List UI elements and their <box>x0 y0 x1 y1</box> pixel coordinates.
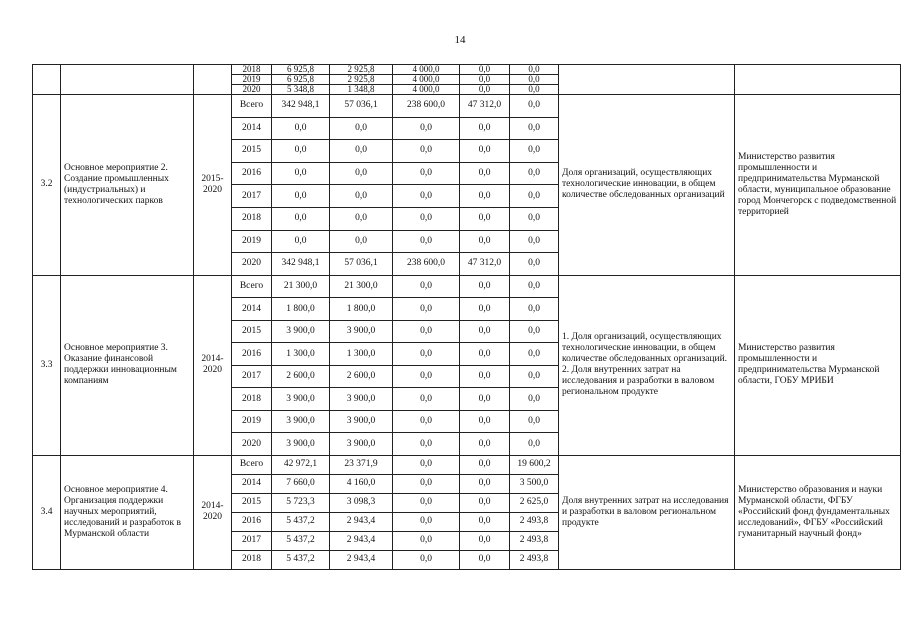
value-cell: 5 723,3 <box>272 493 330 512</box>
value-cell: 0,0 <box>272 230 330 253</box>
value-cell: 7 660,0 <box>272 474 330 493</box>
value-cell: 0,0 <box>460 230 510 253</box>
table-row <box>33 95 901 118</box>
year-cell: 2020 <box>232 253 272 276</box>
year-cell: 2016 <box>232 512 272 531</box>
value-cell: 2 600,0 <box>272 365 330 388</box>
value-cell: 0,0 <box>510 410 559 433</box>
value-cell: 0,0 <box>393 512 460 531</box>
indicator-cell: 1. Доля организаций, осуществляющих технологические инновации, в общем количестве обследованных организаций. 2. Доля внутренних затрат на исследования и разработки в валовом региональном продукте <box>559 275 735 455</box>
executor-cell <box>735 65 901 95</box>
value-cell: 0,0 <box>460 455 510 474</box>
year-cell: 2019 <box>232 75 272 85</box>
page-number: 14 <box>454 34 466 46</box>
value-cell: 3 900,0 <box>330 320 393 343</box>
value-cell: 0,0 <box>460 298 510 321</box>
value-cell: 21 300,0 <box>330 275 393 298</box>
value-cell: 1 300,0 <box>272 343 330 366</box>
value-cell: 4 000,0 <box>393 85 460 95</box>
value-cell: 0,0 <box>393 162 460 185</box>
value-cell: 0,0 <box>272 185 330 208</box>
value-cell: 0,0 <box>460 320 510 343</box>
period-cell: 2014-2020 <box>194 455 232 569</box>
value-cell: 0,0 <box>393 230 460 253</box>
value-cell: 1 300,0 <box>330 343 393 366</box>
executor-cell: Министерство образования и науки Мурманской области, ФГБУ «Российский фонд фундаментальных исследований», ФГБУ «Российский гуманитарный научный фонд» <box>735 455 901 569</box>
value-cell: 42 972,1 <box>272 455 330 474</box>
value-cell: 21 300,0 <box>272 275 330 298</box>
indicator-cell: Доля организаций, осуществляющих технологические инновации, в общем количестве обследованных организаций <box>559 95 735 276</box>
value-cell: 2 600,0 <box>330 365 393 388</box>
value-cell: 0,0 <box>510 253 559 276</box>
value-cell: 4 160,0 <box>330 474 393 493</box>
value-cell: 1 800,0 <box>272 298 330 321</box>
value-cell: 0,0 <box>460 365 510 388</box>
value-cell: 0,0 <box>510 162 559 185</box>
index-cell: 3.2 <box>33 95 61 276</box>
table-row <box>33 455 901 474</box>
value-cell: 0,0 <box>393 320 460 343</box>
value-cell: 3 900,0 <box>330 388 393 411</box>
value-cell: 5 348,8 <box>272 85 330 95</box>
value-cell: 0,0 <box>393 275 460 298</box>
value-cell: 0,0 <box>460 388 510 411</box>
value-cell: 342 948,1 <box>272 95 330 118</box>
program-table <box>32 64 901 570</box>
value-cell: 0,0 <box>272 140 330 163</box>
value-cell: 6 925,8 <box>272 75 330 85</box>
value-cell: 0,0 <box>510 433 559 456</box>
value-cell: 47 312,0 <box>460 95 510 118</box>
value-cell: 47 312,0 <box>460 253 510 276</box>
value-cell: 0,0 <box>510 85 559 95</box>
name-cell <box>61 65 194 95</box>
year-cell: 2016 <box>232 162 272 185</box>
value-cell: 0,0 <box>510 275 559 298</box>
value-cell: 0,0 <box>393 410 460 433</box>
value-cell: 0,0 <box>510 343 559 366</box>
value-cell: 0,0 <box>510 230 559 253</box>
year-cell: Всего <box>232 95 272 118</box>
value-cell: 3 900,0 <box>330 433 393 456</box>
value-cell: 2 925,8 <box>330 75 393 85</box>
value-cell: 0,0 <box>510 185 559 208</box>
value-cell: 0,0 <box>460 531 510 550</box>
value-cell: 0,0 <box>393 365 460 388</box>
value-cell: 2 925,8 <box>330 65 393 75</box>
value-cell: 0,0 <box>510 117 559 140</box>
period-cell <box>194 65 232 95</box>
value-cell: 0,0 <box>393 493 460 512</box>
value-cell: 0,0 <box>330 185 393 208</box>
value-cell: 1 800,0 <box>330 298 393 321</box>
value-cell: 0,0 <box>460 207 510 230</box>
value-cell: 0,0 <box>510 320 559 343</box>
value-cell: 0,0 <box>272 162 330 185</box>
year-cell: 2014 <box>232 474 272 493</box>
year-cell: 2016 <box>232 343 272 366</box>
year-cell: 2014 <box>232 117 272 140</box>
value-cell: 0,0 <box>393 298 460 321</box>
year-cell: 2020 <box>232 433 272 456</box>
value-cell: 0,0 <box>460 512 510 531</box>
value-cell: 342 948,1 <box>272 253 330 276</box>
year-cell: 2018 <box>232 388 272 411</box>
value-cell: 0,0 <box>510 95 559 118</box>
value-cell: 0,0 <box>460 275 510 298</box>
name-cell: Основное мероприятие 2. Создание промышленных (индустриальных) и технологических парков <box>61 95 194 276</box>
name-cell: Основное мероприятие 3. Оказание финансовой поддержки инновационным компаниям <box>61 275 194 455</box>
period-cell: 2015-2020 <box>194 95 232 276</box>
value-cell: 0,0 <box>393 343 460 366</box>
value-cell: 0,0 <box>510 388 559 411</box>
value-cell: 238 600,0 <box>393 253 460 276</box>
value-cell: 19 600,2 <box>510 455 559 474</box>
value-cell: 0,0 <box>393 117 460 140</box>
value-cell: 0,0 <box>460 117 510 140</box>
index-cell: 3.3 <box>33 275 61 455</box>
value-cell: 3 900,0 <box>272 410 330 433</box>
value-cell: 5 437,2 <box>272 512 330 531</box>
value-cell: 2 943,4 <box>330 512 393 531</box>
value-cell: 0,0 <box>460 162 510 185</box>
value-cell: 0,0 <box>393 433 460 456</box>
value-cell: 2 493,8 <box>510 512 559 531</box>
value-cell: 5 437,2 <box>272 531 330 550</box>
value-cell: 0,0 <box>460 474 510 493</box>
value-cell: 3 900,0 <box>330 410 393 433</box>
value-cell: 0,0 <box>510 65 559 75</box>
value-cell: 6 925,8 <box>272 65 330 75</box>
value-cell: 0,0 <box>510 207 559 230</box>
year-cell: 2017 <box>232 365 272 388</box>
value-cell: 3 098,3 <box>330 493 393 512</box>
year-cell: 2017 <box>232 531 272 550</box>
indicator-cell <box>559 65 735 95</box>
value-cell: 2 493,8 <box>510 550 559 569</box>
value-cell: 57 036,1 <box>330 95 393 118</box>
year-cell: Всего <box>232 455 272 474</box>
value-cell: 57 036,1 <box>330 253 393 276</box>
value-cell: 23 371,9 <box>330 455 393 474</box>
year-cell: 2018 <box>232 550 272 569</box>
indicator-cell: Доля внутренних затрат на исследования и разработки в валовом региональном продукте <box>559 455 735 569</box>
value-cell: 0,0 <box>330 117 393 140</box>
index-cell: 3.4 <box>33 455 61 569</box>
value-cell: 0,0 <box>330 162 393 185</box>
value-cell: 0,0 <box>460 410 510 433</box>
value-cell: 2 625,0 <box>510 493 559 512</box>
table-row <box>33 65 901 75</box>
value-cell: 0,0 <box>393 455 460 474</box>
value-cell: 3 900,0 <box>272 388 330 411</box>
value-cell: 5 437,2 <box>272 550 330 569</box>
value-cell: 0,0 <box>330 230 393 253</box>
value-cell: 0,0 <box>330 140 393 163</box>
value-cell: 0,0 <box>460 140 510 163</box>
value-cell: 0,0 <box>460 85 510 95</box>
value-cell: 0,0 <box>460 343 510 366</box>
value-cell: 0,0 <box>510 365 559 388</box>
value-cell: 4 000,0 <box>393 75 460 85</box>
value-cell: 0,0 <box>393 207 460 230</box>
name-cell: Основное мероприятие 4. Организация поддержки научных мероприятий, исследований и разработок в Мурманской области <box>61 455 194 569</box>
period-cell: 2014-2020 <box>194 275 232 455</box>
value-cell: 0,0 <box>510 140 559 163</box>
value-cell: 0,0 <box>460 75 510 85</box>
value-cell: 0,0 <box>393 550 460 569</box>
year-cell: 2019 <box>232 410 272 433</box>
value-cell: 2 943,4 <box>330 550 393 569</box>
value-cell: 0,0 <box>393 474 460 493</box>
value-cell: 0,0 <box>460 550 510 569</box>
value-cell: 3 900,0 <box>272 433 330 456</box>
year-cell: 2018 <box>232 207 272 230</box>
value-cell: 1 348,8 <box>330 85 393 95</box>
value-cell: 238 600,0 <box>393 95 460 118</box>
value-cell: 3 900,0 <box>272 320 330 343</box>
index-cell <box>33 65 61 95</box>
executor-cell: Министерство развития промышленности и предпринимательства Мурманской области, муниципальное образование город Мончегорск с подведомственной территорией <box>735 95 901 276</box>
year-cell: 2015 <box>232 493 272 512</box>
executor-cell: Министерство развития промышленности и предпринимательства Мурманской области, ГОБУ МРИБИ <box>735 275 901 455</box>
value-cell: 0,0 <box>393 185 460 208</box>
value-cell: 0,0 <box>460 433 510 456</box>
value-cell: 0,0 <box>393 531 460 550</box>
value-cell: 0,0 <box>393 388 460 411</box>
value-cell: 0,0 <box>272 117 330 140</box>
year-cell: 2015 <box>232 320 272 343</box>
year-cell: 2017 <box>232 185 272 208</box>
value-cell: 0,0 <box>330 207 393 230</box>
value-cell: 2 943,4 <box>330 531 393 550</box>
value-cell: 4 000,0 <box>393 65 460 75</box>
value-cell: 0,0 <box>510 298 559 321</box>
year-cell: 2014 <box>232 298 272 321</box>
value-cell: 0,0 <box>460 185 510 208</box>
year-cell: 2020 <box>232 85 272 95</box>
table-row <box>33 275 901 298</box>
year-cell: 2015 <box>232 140 272 163</box>
value-cell: 0,0 <box>393 140 460 163</box>
value-cell: 0,0 <box>460 65 510 75</box>
value-cell: 0,0 <box>510 75 559 85</box>
value-cell: 0,0 <box>460 493 510 512</box>
value-cell: 3 500,0 <box>510 474 559 493</box>
value-cell: 0,0 <box>272 207 330 230</box>
year-cell: 2018 <box>232 65 272 75</box>
year-cell: Всего <box>232 275 272 298</box>
year-cell: 2019 <box>232 230 272 253</box>
value-cell: 2 493,8 <box>510 531 559 550</box>
